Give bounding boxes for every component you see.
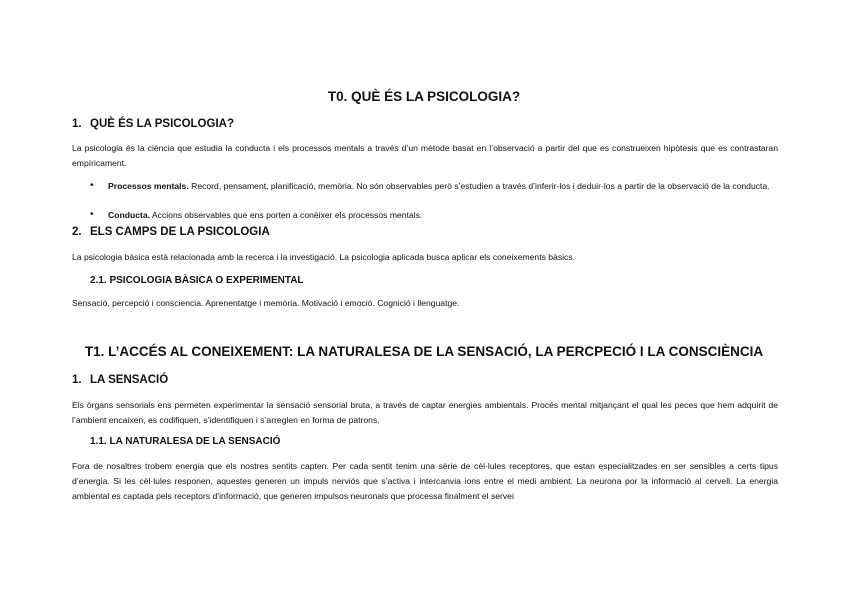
bullet-label: Conducta. xyxy=(108,210,151,220)
bullet-conducta xyxy=(90,208,778,223)
paragraph-camps: La psicologia bàsica està relacionada amb la recerca i la investigació. La psicologia aplicada busca aplicar els coneixements bàsics. xyxy=(72,252,576,262)
section-title: QUÈ ÉS LA PSICOLOGIA? xyxy=(90,118,234,130)
section-heading-2 xyxy=(72,226,270,238)
paragraph-psicologia-basica: Sensació, percepció i consciencia. Aprenentatge i memòria. Motivació i emoció. Cognició i llenguatge. xyxy=(72,298,460,308)
paragraph-naturalesa: Fora de nosaltres trobem energia que els nostres sentits capten. Per cada sentit tenim una sèrie de cèl·lules receptores, que estan especialitzades en ser sensibles a certs tipus d’energia. Si les cèl·lules responen, aquestes generen un impuls nerviós que s’activa i intercanvia ions entre el medi ambient. La neurona por la informació al cervell. La energia ambiental es captada pels receptors d’informació, que generen impulsos neuronals que processa finalment el servei xyxy=(72,461,778,501)
section-title: ELS CAMPS DE LA PSICOLOGIA xyxy=(90,226,270,238)
section-heading-sensacio xyxy=(72,374,168,386)
section-title: LA SENSACIÓ xyxy=(90,374,169,386)
bullet-processos-mentals xyxy=(90,179,778,194)
paragraph-definition: La psicologia és la ciència que estudia la conducta i els processos mentals a través d’un mètode basat en l’observació a partir del que es construeixen hipòtesis que es contrastaran empíricament. xyxy=(72,143,778,168)
bullet-label: Processos mentals. xyxy=(108,181,189,191)
section-number: 1. xyxy=(72,118,82,130)
chapter-title-t1: T1. L’ACCÉS AL CONEIXEMENT: LA NATURALESA DE LA SENSACIÓ, LA PERCPECIÓ I LA CONSCIÈNCIA xyxy=(84,344,764,359)
bullet-icon: • xyxy=(90,209,94,220)
section-heading-1 xyxy=(72,118,234,130)
bullet-text: Accions observables que ens porten a conèixer els processos mentals. xyxy=(150,210,423,220)
chapter-title-t0: T0. QUÈ ÉS LA PSICOLOGIA? xyxy=(327,89,521,104)
subsection-heading-2-1: 2.1. PSICOLOGIA BÀSICA O EXPERIMENTAL xyxy=(90,275,304,286)
section-number: 2. xyxy=(72,226,82,238)
bullet-icon: • xyxy=(90,180,94,191)
paragraph-sensacio: Els òrgans sensorials ens permeten experimentar la sensació sensorial bruta, a través de captar energies ambientals. Procés mental mitjançant el qual les peces que hem adquirit de l’ambient encaixen, es codifiquen, s’identifiquen i s’arreglen en forma de patrons. xyxy=(72,400,778,425)
bullet-text: Record, pensament, planificació, memòria. No són observables però s’estudien a través d’inferir-los i deduir-los a partir de la observació de la conducta. xyxy=(188,181,770,191)
section-number: 1. xyxy=(72,374,82,386)
subsection-heading-1-1: 1.1. LA NATURALESA DE LA SENSACIÓ xyxy=(90,436,281,447)
